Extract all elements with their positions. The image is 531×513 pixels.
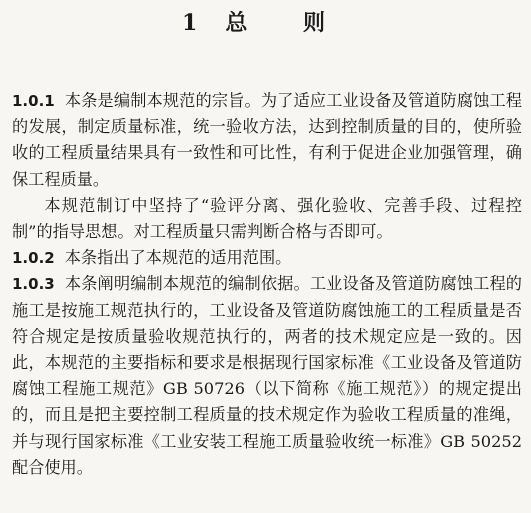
clause-text: 本条指出了本规范的适用范围。	[64, 248, 292, 268]
chapter-number: 1	[182, 10, 200, 36]
clause-1-0-3	[12, 271, 522, 481]
clause-1-0-2	[12, 245, 522, 271]
chapter-heading	[0, 6, 531, 37]
clause-number: 1.0.2	[12, 249, 55, 268]
chapter-title: 总 则	[225, 10, 349, 36]
clause-1-0-1-continuation: 本规范制订中坚持了“验评分离、强化验收、完善手段、过程控制”的指导思想。对工程质量只需判断合格与否即可。	[12, 195, 522, 242]
document-body	[12, 88, 522, 481]
clause-number: 1.0.1	[12, 92, 55, 110]
clause-text: 本条是编制本规范的宗旨。为了适应工业设备及管道防腐蚀工程的发展，制定质量标准，统一验收方法，达到控制质量的目的，使所验收的工程质量结果具有一致性和可比性，有利于促进企业加强管理，确保工程质量。	[12, 91, 522, 189]
clause-text: 本条阐明编制本规范的编制依据。工业设备及管道防腐蚀工程的施工是按施工规范执行的，工业设备及管道防腐蚀施工的工程质量是否符合规定是按质量验收规范执行的，两者的技术规定应是一致的。因此，本规范的主要指标和要求是根据现行国家标准《工业设备及管道防腐蚀工程施工规范》GB 50726（以下简称《施工规范》）的规定提出的，而且是把主要控制工程质量的技术规定作为验收工程质量的准绳，并与现行国家标准《工业安装工程施工质量验收统一标准》GB 50252 配合使用。	[12, 274, 522, 477]
clause-1-0-1	[12, 88, 522, 193]
clause-number: 1.0.3	[12, 275, 55, 294]
